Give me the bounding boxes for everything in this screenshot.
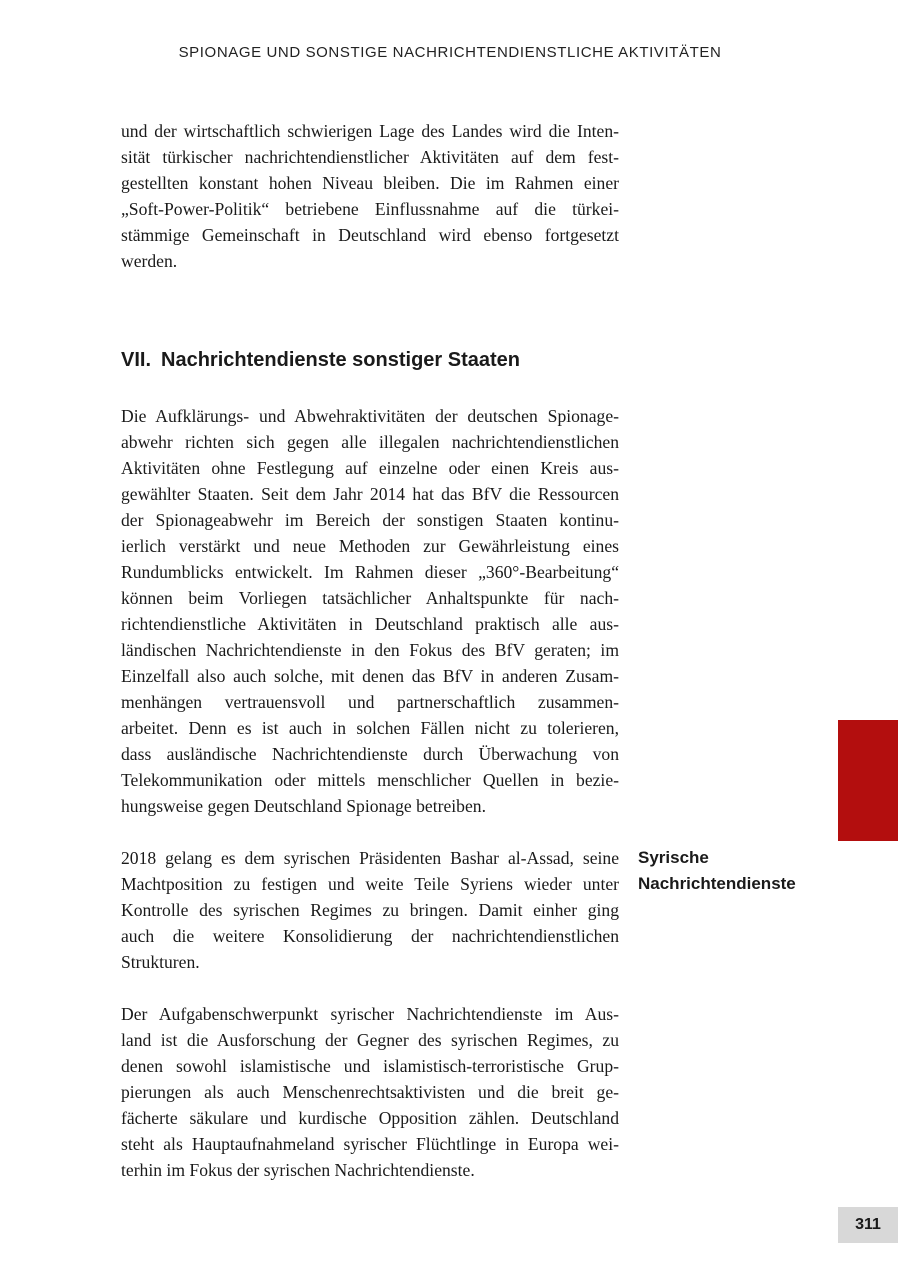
text-line: Strukturen. <box>121 952 200 972</box>
paragraph-intelligence-services <box>121 403 619 819</box>
text-line: gewählter Staaten. Seit dem Jahr 2014 hat das BfV die Ressourcen <box>121 484 619 504</box>
text-line: dass ausländische Nachrichtendienste durch Überwachung von <box>121 744 619 764</box>
section-title: Nachrichtendienste sonstiger Staaten <box>161 349 520 371</box>
text-line: Die Aufklärungs- und Abwehraktivitäten der deutschen Spionage- <box>121 406 619 426</box>
text-line: abwehr richten sich gegen alle illegalen nachrichtendienstlichen <box>121 432 619 452</box>
running-head: SPIONAGE UND SONSTIGE NACHRICHTENDIENSTLICHE AKTIVITÄTEN <box>178 44 722 61</box>
text-line: Aktivitäten ohne Festlegung auf einzelne oder einen Kreis aus- <box>121 458 619 478</box>
text-line: können beim Vorliegen tatsächlicher Anhaltspunkte für nach- <box>121 588 619 608</box>
text-line: „Soft-Power-Politik“ betriebene Einflussnahme auf die türkei- <box>121 199 619 219</box>
page-number: 311 <box>838 1207 898 1243</box>
text-line: Der Aufgabenschwerpunkt syrischer Nachrichtendienste im Aus- <box>121 1004 619 1024</box>
text-line: auch die weitere Konsolidierung der nachrichtendienstlichen <box>121 926 619 946</box>
text-line: Machtposition zu festigen und weite Teile Syriens wieder unter <box>121 874 619 894</box>
text-line: sität türkischer nachrichtendienstlicher Aktivitäten auf dem fest- <box>121 147 619 167</box>
margin-note-line: Nachrichtendienste <box>638 874 796 893</box>
chapter-tab-marker <box>838 720 898 841</box>
text-line: der Spionageabwehr im Bereich der sonstigen Staaten kontinu- <box>121 510 619 530</box>
text-line: werden. <box>121 251 178 271</box>
text-line: und der wirtschaftlich schwierigen Lage des Landes wird die Inten- <box>121 121 619 141</box>
text-line: arbeitet. Denn es ist auch in solchen Fällen nicht zu tolerieren, <box>121 718 619 738</box>
text-line: Einzelfall also auch solche, mit denen das BfV in anderen Zusam- <box>121 666 619 686</box>
paragraph-syria-2018 <box>121 845 619 975</box>
text-line: Kontrolle des syrischen Regimes zu bringen. Damit einher ging <box>121 900 619 920</box>
paragraph-syria-focus <box>121 1001 619 1183</box>
paragraph-intro <box>121 118 619 274</box>
margin-note-line: Syrische <box>638 848 709 867</box>
text-line: fächerte säkulare und kurdische Opposition zählen. Deutschland <box>121 1108 619 1128</box>
text-line: 2018 gelang es dem syrischen Präsidenten Bashar al-Assad, seine <box>121 848 619 868</box>
text-line: denen sowohl islamistische und islamistisch-terroristische Grup- <box>121 1056 619 1076</box>
text-line: hungsweise gegen Deutschland Spionage betreiben. <box>121 796 486 816</box>
text-line: richtendienstliche Aktivitäten in Deutschland praktisch alle aus- <box>121 614 619 634</box>
text-line: menhängen vertrauensvoll und partnerschaftlich zusammen- <box>121 692 619 712</box>
text-line: terhin im Fokus der syrischen Nachrichtendienste. <box>121 1160 475 1180</box>
text-line: ierlich verstärkt und neue Methoden zur Gewährleistung eines <box>121 536 619 556</box>
margin-note <box>638 845 838 897</box>
text-line: ländischen Nachrichtendienste in den Fokus des BfV geraten; im <box>121 640 619 660</box>
text-line: Rundumblicks entwickelt. Im Rahmen dieser „360°-Bearbeitung“ <box>121 562 619 582</box>
text-line: gestellten konstant hohen Niveau bleiben. Die im Rahmen einer <box>121 173 619 193</box>
text-line: pierungen als auch Menschenrechtsaktivisten und die breit ge- <box>121 1082 619 1102</box>
text-line: land ist die Ausforschung der Gegner des syrischen Regimes, zu <box>121 1030 619 1050</box>
text-line: stämmige Gemeinschaft in Deutschland wird ebenso fortgesetzt <box>121 225 619 245</box>
section-heading <box>121 349 520 372</box>
text-line: steht als Hauptaufnahmeland syrischer Flüchtlinge in Europa wei- <box>121 1134 619 1154</box>
text-line: Telekommunikation oder mittels menschlicher Quellen in bezie- <box>121 770 619 790</box>
section-number: VII. <box>121 349 152 371</box>
